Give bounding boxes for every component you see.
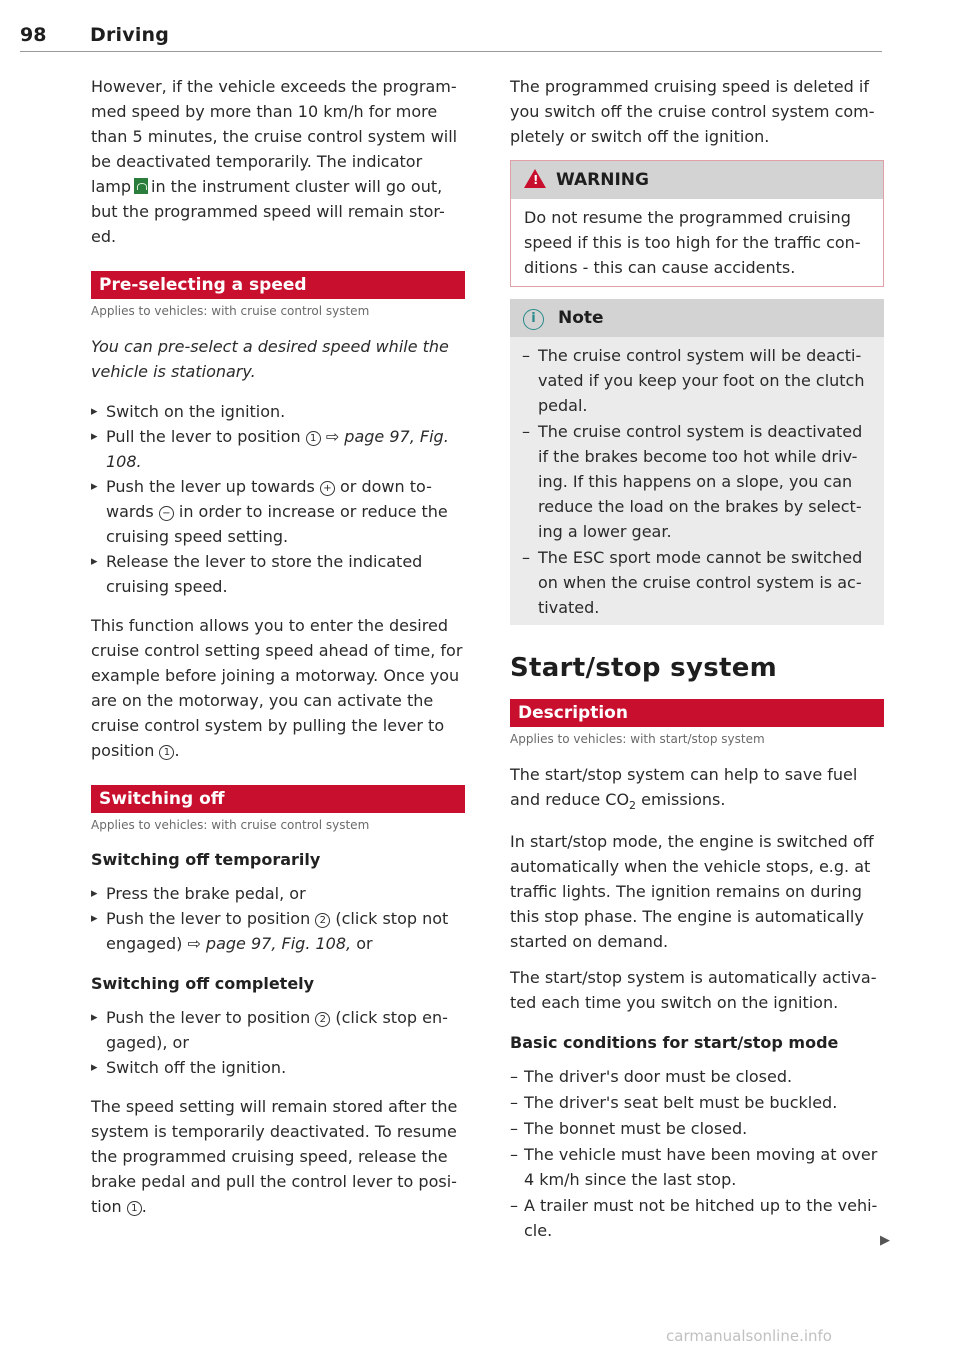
paragraph-text: The start/stop system can help to save fuel and reduce CO bbox=[510, 765, 858, 809]
position-1-icon: 1 bbox=[306, 431, 321, 446]
description-p1 bbox=[510, 762, 884, 818]
list-item bbox=[91, 474, 465, 549]
description-section bbox=[510, 699, 890, 1249]
step-text: Release the lever to store the indicated cruising speed. bbox=[106, 552, 423, 596]
preselect-title: Pre-selecting a speed bbox=[91, 271, 465, 299]
step-text: Push the lever to position bbox=[106, 909, 311, 928]
preselect-paragraph bbox=[91, 613, 465, 763]
list-item: – The cruise control system is deactivated if the brakes become too hot while driv- ing. If this happens on a slope, you can reduce the load on the brakes by select- ing a lower gear. bbox=[510, 419, 872, 544]
page-reference-link[interactable]: ⇨ page 97, Fig. 108, bbox=[187, 934, 352, 953]
switchoff-complete-heading: Switching off completely bbox=[91, 974, 315, 993]
list-item: – A trailer must not be hitched up to the vehi- cle. bbox=[510, 1193, 884, 1243]
switchoff-temp-steps bbox=[91, 881, 465, 956]
step-text: or down to- wards bbox=[106, 477, 432, 521]
paragraph-end: . bbox=[141, 1197, 147, 1216]
minus-icon: − bbox=[159, 506, 174, 521]
warning-box bbox=[510, 160, 884, 287]
position-1-icon: 1 bbox=[159, 745, 174, 760]
description-p3: The start/stop system is automatically activa- ted each time you switch on the ignition. bbox=[510, 968, 877, 1013]
intro-text: However, if the vehicle exceeds the program- med speed by more than 10 km/h for more than 5 minutes, the cruise control system will be deactivated temporarily. The indicator bbox=[91, 77, 458, 171]
page-header bbox=[20, 22, 882, 52]
warning-header bbox=[511, 161, 883, 199]
list-item bbox=[91, 1055, 465, 1080]
switchoff-applies: Applies to vehicles: with cruise control system bbox=[91, 818, 370, 832]
note-box bbox=[510, 299, 884, 625]
list-item: – The bonnet must be closed. bbox=[510, 1116, 884, 1141]
warning-body: Do not resume the programmed cruising speed if this is too high for the traffic con- ditions - this can cause accidents. bbox=[524, 208, 861, 277]
step-text: Push the lever to position bbox=[106, 1008, 311, 1027]
step-text: in order to increase or reduce the cruising speed setting. bbox=[106, 502, 448, 546]
list-item: – The vehicle must have been moving at over 4 km/h since the last stop. bbox=[510, 1142, 884, 1192]
continue-arrow-icon: ▶ bbox=[880, 1233, 890, 1249]
list-item bbox=[91, 1005, 465, 1055]
page-number: 98 bbox=[20, 24, 47, 46]
plus-icon: + bbox=[320, 481, 335, 496]
warning-triangle-icon bbox=[524, 169, 546, 188]
switchoff-complete-steps bbox=[91, 1005, 465, 1080]
note-list bbox=[510, 343, 872, 620]
position-2-icon: 2 bbox=[315, 913, 330, 928]
section-label: Driving bbox=[90, 24, 170, 46]
list-item bbox=[91, 549, 465, 599]
step-text: or bbox=[356, 934, 373, 953]
paragraph-text: This function allows you to enter the desired cruise control setting speed ahead of time, for example before joining a motorway. Once you are on the motorway, you can activate the cruise control system by pulling the lever to position bbox=[91, 616, 463, 760]
intro-lamp-prefix: lamp bbox=[91, 177, 131, 196]
note-title: Note bbox=[558, 308, 604, 328]
step-text: (click stop en- gaged), or bbox=[106, 1008, 448, 1052]
step-text: Switch off the ignition. bbox=[106, 1058, 287, 1077]
left-column bbox=[91, 74, 465, 1230]
preselect-section bbox=[91, 271, 465, 763]
subscript: 2 bbox=[629, 799, 637, 813]
info-icon: i bbox=[523, 309, 544, 330]
paragraph-text: The speed setting will remain stored after the system is temporarily deactivated. To resume the programmed cruising speed, release the brake pedal and pull the control lever to posi- tion bbox=[91, 1097, 458, 1216]
paragraph-end: . bbox=[174, 741, 180, 760]
step-text: Switch on the ignition. bbox=[106, 402, 286, 421]
paragraph-text: emissions. bbox=[636, 790, 726, 809]
watermark: carmanualsonline.info bbox=[666, 1327, 832, 1345]
conditions-list bbox=[510, 1064, 884, 1243]
step-text: Push the lever up towards bbox=[106, 477, 315, 496]
description-p2: In start/stop mode, the engine is switched off automatically when the vehicle stops, e.g. at traffic lights. The ignition remains on during this stop phase. The engine is automatically started on demand. bbox=[510, 832, 874, 952]
basic-conditions-heading: Basic conditions for start/stop mode bbox=[510, 1033, 839, 1053]
switchoff-title: Switching off bbox=[91, 785, 465, 813]
intro-paragraph bbox=[91, 74, 465, 249]
note-header bbox=[510, 299, 884, 337]
warning-title: WARNING bbox=[556, 170, 649, 190]
list-item: – The driver's door must be closed. bbox=[510, 1064, 884, 1089]
preselect-lead: You can pre-select a desired speed while the vehicle is stationary. bbox=[91, 337, 449, 381]
step-text: Pull the lever to position bbox=[106, 427, 301, 446]
preselect-steps bbox=[91, 399, 465, 599]
position-1-icon: 1 bbox=[127, 1201, 142, 1216]
list-item bbox=[91, 399, 465, 424]
preselect-applies: Applies to vehicles: with cruise control system bbox=[91, 304, 370, 318]
list-item bbox=[91, 881, 465, 906]
cruise-control-lamp-icon bbox=[134, 178, 148, 194]
intro-lamp-suffix: in the instrument cluster will go out, but the programmed speed will remain stor- ed. bbox=[91, 177, 445, 246]
list-item: – The cruise control system will be deacti- vated if you keep your foot on the clutch pedal. bbox=[510, 343, 872, 418]
right-column bbox=[510, 74, 890, 1249]
list-item bbox=[91, 424, 465, 474]
position-2-icon: 2 bbox=[315, 1012, 330, 1027]
switchoff-paragraph bbox=[91, 1094, 465, 1219]
description-applies: Applies to vehicles: with start/stop system bbox=[510, 732, 765, 746]
switchoff-temp-heading: Switching off temporarily bbox=[91, 850, 321, 869]
step-text: Press the brake pedal, or bbox=[106, 884, 306, 903]
page-reference-link[interactable]: ⇨ page 97, Fig. 108. bbox=[106, 427, 449, 471]
description-title: Description bbox=[510, 699, 884, 727]
list-item: – The ESC sport mode cannot be switched on when the cruise control system is ac- tivated. bbox=[510, 545, 872, 620]
step-text: (click stop not engaged) bbox=[106, 909, 449, 953]
list-item: – The driver's seat belt must be buckled. bbox=[510, 1090, 884, 1115]
list-item bbox=[91, 906, 465, 956]
startstop-title: Start/stop system bbox=[510, 653, 778, 683]
right-intro: The programmed cruising speed is deleted if you switch off the cruise control system com- pletely or switch off the ignition. bbox=[510, 77, 875, 146]
note-body bbox=[510, 337, 884, 625]
switchoff-section bbox=[91, 785, 465, 1219]
